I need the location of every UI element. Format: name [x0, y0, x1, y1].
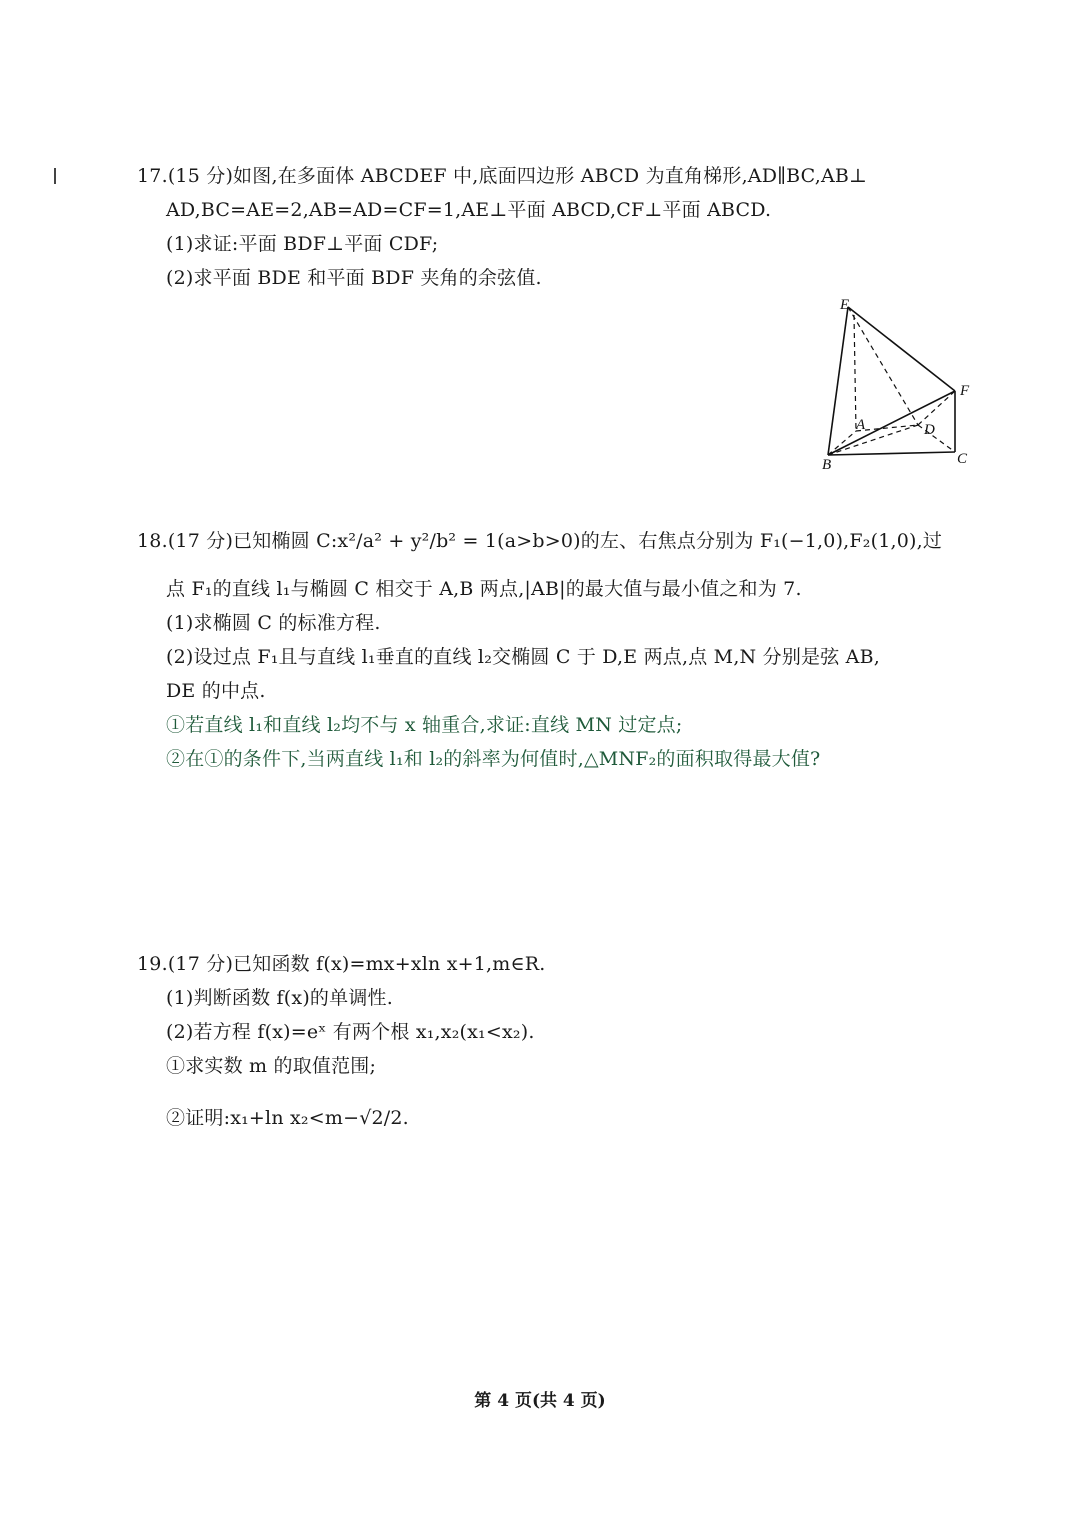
q19-part1: (1)判断函数 f(x)的单调性.	[166, 987, 393, 1009]
q17-line2: AD,BC=AE=2,AB=AD=CF=1,AE⊥平面 ABCD,CF⊥平面 ABCD.	[166, 199, 772, 221]
q17-part2: (2)求平面 BDE 和平面 BDF 夹角的余弦值.	[166, 267, 542, 289]
edge-BC	[828, 452, 955, 455]
edge-EF	[848, 307, 955, 391]
q18-part1: (1)求椭圆 C 的标准方程.	[166, 612, 381, 634]
q18-line2: 点 F₁的直线 l₁与椭圆 C 相交于 A,B 两点,|AB|的最大值与最小值之和为 7.	[166, 578, 802, 600]
polyhedron-figure	[818, 295, 978, 475]
margin-mark	[54, 168, 56, 184]
label-E: E	[840, 297, 850, 313]
edge-ED	[848, 307, 918, 425]
label-D: D	[924, 422, 935, 438]
q19-sub1: ①求实数 m 的取值范围;	[166, 1055, 377, 1077]
q18-part2-line2: DE 的中点.	[166, 680, 266, 702]
q18-sub2: ②在①的条件下,当两直线 l₁和 l₂的斜率为何值时,△MNF₂的面积取得最大值?	[166, 748, 821, 770]
edge-EA	[854, 315, 856, 431]
q19-line1: 19.(17 分)已知函数 f(x)=mx+xln x+1,m∈R.	[137, 953, 546, 975]
q17-line1: 17.(15 分)如图,在多面体 ABCDEF 中,底面四边形 ABCD 为直角梯形,AD∥BC,AB⊥	[137, 165, 868, 187]
q19-sub2: ②证明:x₁+ln x₂<m−√2/2.	[166, 1107, 409, 1129]
edge-DF	[918, 391, 955, 425]
q17-part1: (1)求证:平面 BDF⊥平面 CDF;	[166, 233, 439, 255]
label-F: F	[960, 383, 970, 399]
q18-part2-line1: (2)设过点 F₁且与直线 l₁垂直的直线 l₂交椭圆 C 于 D,E 两点,点 M,N 分别是弦 AB,	[166, 646, 880, 668]
label-C: C	[957, 451, 968, 467]
q18-line1: 18.(17 分)已知椭圆 C:x²/a² + y²/b² = 1(a>b>0)的左、右焦点分别为 F₁(−1,0),F₂(1,0),过	[137, 530, 943, 552]
page-footer: 第 4 页(共 4 页)	[474, 1391, 606, 1411]
label-A: A	[856, 417, 866, 433]
edge-BD	[828, 425, 918, 455]
label-B: B	[822, 457, 832, 473]
edge-BF	[828, 391, 955, 455]
q19-part2: (2)若方程 f(x)=eˣ 有两个根 x₁,x₂(x₁<x₂).	[166, 1021, 535, 1043]
q18-sub1: ①若直线 l₁和直线 l₂均不与 x 轴重合,求证:直线 MN 过定点;	[166, 714, 683, 736]
edge-EB	[828, 307, 848, 455]
